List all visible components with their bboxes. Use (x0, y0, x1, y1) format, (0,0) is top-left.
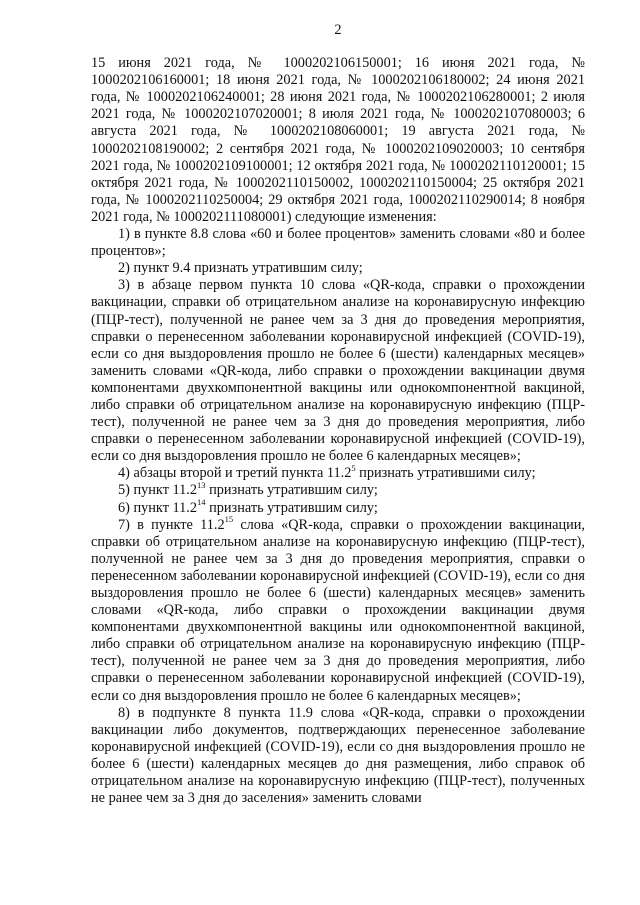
paragraph-text: 4) абзацы второй и третий пункта 11.2 (118, 465, 352, 482)
superscript-index: 15 (224, 513, 234, 524)
superscript-index: 5 (351, 462, 356, 473)
paragraph-text: 7) в пункте 11.2 (118, 516, 225, 533)
paragraph (91, 496, 585, 517)
paragraph-text: 5) пункт 11.2 (118, 482, 198, 499)
paragraph (91, 513, 585, 705)
superscript-index: 13 (197, 479, 206, 490)
paragraph: 8) в подпункте 8 пункта 11.9 слова «QR-кода, справки о прохождении вакцинации либо документов, подтверждающих перенесенное заболевание коронавирусной инфекцией (COVID-19), если со дня выздоровления прошло не более 6 (шести) календарных месяцев до дня размещения, либо справок об отрицательном анализе на коронавирусную инфекцию (ПЦР-тест), полученных не ранее чем за 3 дня до заселения» заменить словами (91, 704, 585, 807)
paragraph-text: признать утратившим силу; (205, 482, 378, 499)
paragraph: 2) пункт 9.4 признать утратившим силу; (118, 260, 363, 277)
paragraph-text: признать утратившими силу; (355, 465, 536, 482)
paragraph: 15 июня 2021 года, № 1000202106150001; 16 июня 2021 года, № 1000202106160001; 18 июня 2021 года, № 1000202106180002; 24 июня 2021 года, № 1000202106240001; 28 июня 2021 года, № 1000202106280001; 2 июля 2021 года, № 1000202107020001; 8 июля 2021 года, № 1000202107080003; 6 августа 2021 года, № 1000202108060001; 19 августа 2021 года, № 1000202108190002; 2 сентября 2021 года, № 1000202109020003; 10 сентября 2021 года, № 1000202109100001; 12 октября 2021 года, № 1000202110120001; 15 октября 2021 года, № 1000202110150002, 1000202110150004; 25 октября 2021 года, № 1000202110250004; 29 октября 2021 года, 1000202110290014; 8 ноября 2021 года, № 1000202111080001) следующие изменения: (91, 55, 585, 225)
paragraph: 3) в абзаце первом пункта 10 слова «QR-кода, справки о прохождении вакцинации, справки об отрицательном анализе на коронавирусную инфекцию (ПЦР-тест), полученной не ранее чем за 3 дня до проведения мероприятия, справки о перенесенном заболевании коронавирусной инфекцией (COVID-19), если со дня выздоровления прошло не более 6 (шести) календарных месяцев» заменить словами «QR-кода, либо справки о прохождении вакцинации двумя компонентами двухкомпонентной вакцины или однокомпонентной вакциной, либо справки об отрицательном анализе на коронавирусную инфекцию (ПЦР-тест), полученной не ранее чем за 3 дня до проведения мероприятия, либо справки о перенесенном заболевании коронавирусной инфекцией (COVID-19), если со дня выздоровления прошло не более 6 календарных месяцев»; (91, 277, 585, 465)
paragraph: 1) в пункте 8.8 слова «60 и более процентов» заменить словами «80 и более процентов»; (91, 226, 585, 260)
superscript-index: 14 (197, 496, 206, 507)
document-body (91, 55, 585, 807)
paragraph-text: слова «QR-кода, справки о прохождении вакцинации, справки об отрицательном анализе на коронавирусную инфекцию (ПЦР-тест), полученной не ранее чем за 3 дня до проведения мероприятия, справки о перенесенном заболевании коронавирусной инфекцией (COVID-19), если со дня выздоровления прошло не более 6 (шести) календарных месяцев» заменить словами «QR-кода, либо справки о прохождении вакцинации двумя компонентами двухкомпонентной вакцины или однокомпонентной вакциной, либо справки об отрицательном анализе на коронавирусную инфекцию (ПЦР-тест), полученной не ранее чем за 3 дня до проведения мероприятия, либо справки о перенесенном заболевании коронавирусной инфекцией (COVID-19), если со дня выздоровления прошло не более 6 календарных месяцев»; (91, 516, 585, 704)
paragraph-text: 6) пункт 11.2 (118, 499, 198, 516)
page-number: 2 (334, 22, 342, 38)
paragraph (91, 462, 585, 482)
paragraph-text: признать утратившим силу; (205, 499, 378, 516)
paragraph (91, 479, 585, 499)
